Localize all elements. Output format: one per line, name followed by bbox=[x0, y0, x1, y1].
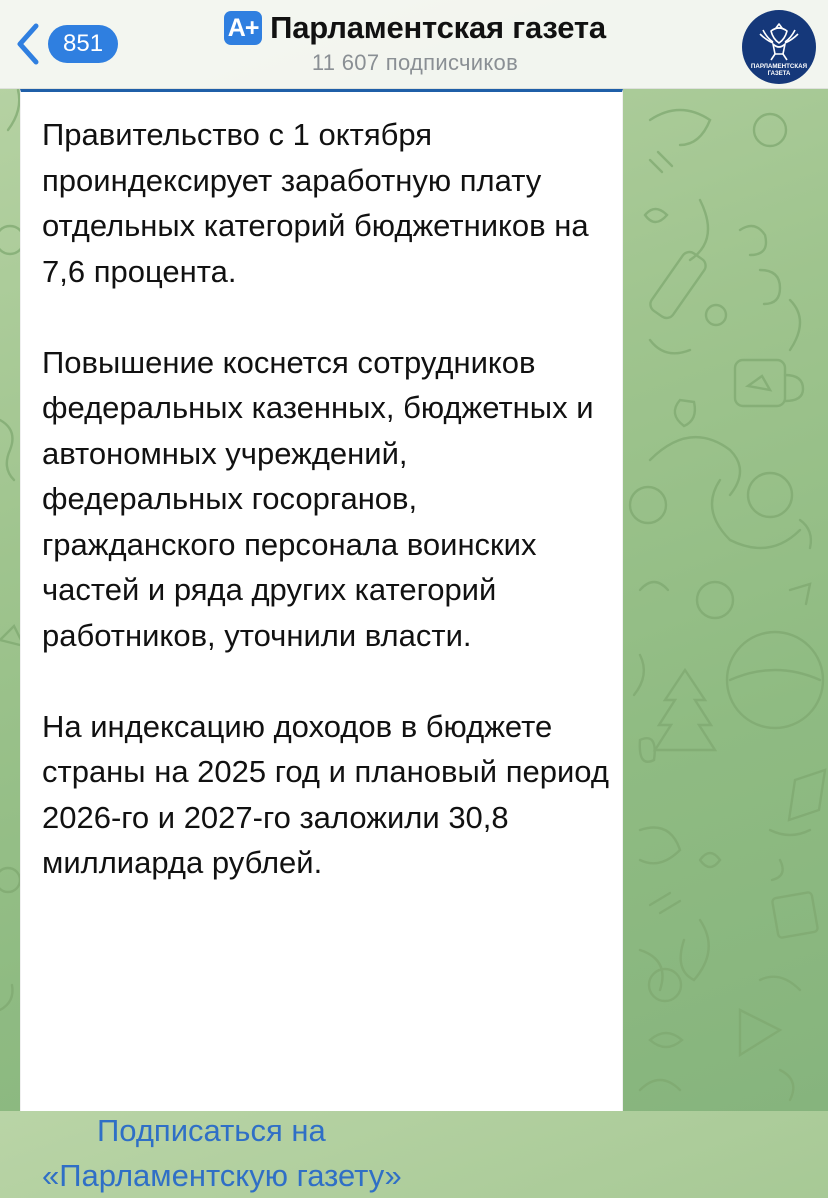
subscribe-link-line-1[interactable]: Подписаться на bbox=[97, 1113, 326, 1148]
message-bubble bbox=[20, 89, 623, 1193]
chevron-left-icon bbox=[14, 22, 42, 66]
message-paragraph: Правительство с 1 октября проиндексирует заработную плату отдельных категорий бюджетников на 7,6 процента. bbox=[42, 117, 589, 289]
avatar-text-2: ГАЗЕТА bbox=[767, 71, 791, 77]
subscribe-link-line-2[interactable]: «Парламентскую газету» bbox=[42, 1158, 402, 1193]
unread-count-badge: 851 bbox=[48, 25, 118, 63]
avatar-text-1: ПАРЛАМЕНТСКАЯ bbox=[750, 63, 808, 70]
channel-logo-icon: A+ bbox=[224, 11, 262, 45]
subscribe-link[interactable] bbox=[42, 1108, 617, 1198]
message-paragraph: На индексацию доходов в бюджете страны на 2025 год и плановый период 2026-го и 2027-го заложили 30,8 миллиарда рублей. bbox=[42, 708, 609, 880]
channel-title: Парламентская газета bbox=[270, 10, 606, 45]
emblem-icon bbox=[742, 10, 816, 84]
message-text bbox=[42, 112, 617, 886]
back-button[interactable] bbox=[14, 22, 118, 66]
channel-avatar[interactable] bbox=[742, 10, 816, 84]
chat-header bbox=[0, 0, 828, 89]
subscriber-count: 11 607 подписчиков bbox=[311, 50, 519, 75]
channel-info[interactable] bbox=[180, 10, 650, 76]
message-paragraph: Повышение коснется сотрудников федеральных казенных, бюджетных и автономных учреждений, федеральных госорганов, гражданского персонала воинских частей и ряда других категорий работников, уточнили власти. bbox=[42, 344, 594, 653]
